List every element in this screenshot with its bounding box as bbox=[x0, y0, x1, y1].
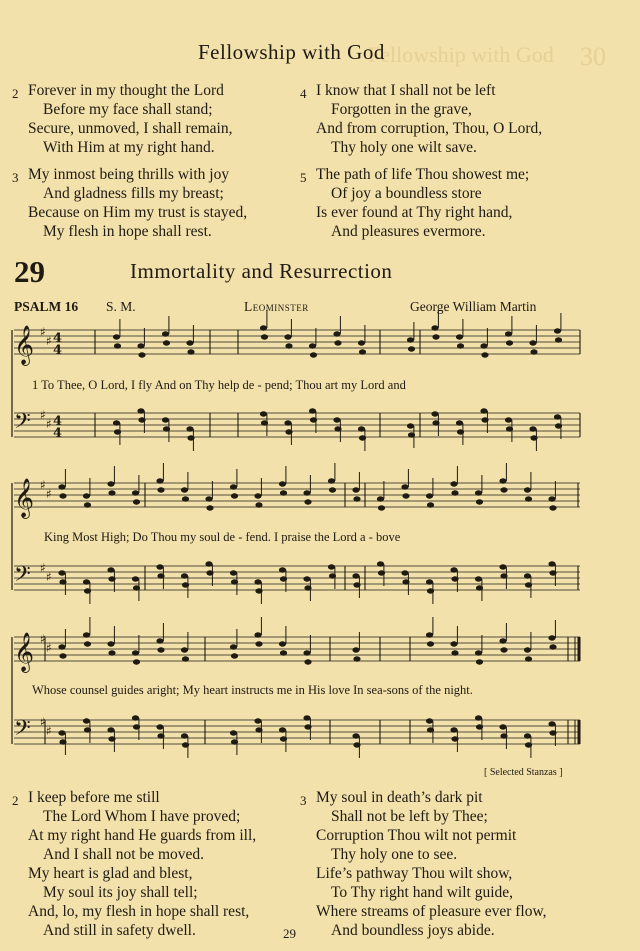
note-head bbox=[529, 340, 536, 345]
sharp-icon: ♯ bbox=[46, 641, 52, 655]
note-head bbox=[450, 727, 457, 732]
note-head bbox=[329, 487, 336, 492]
time-signature: 4 bbox=[53, 331, 63, 346]
note-head bbox=[279, 641, 286, 646]
stanza-number: 3 bbox=[12, 170, 19, 185]
note-head bbox=[525, 656, 532, 661]
note-head bbox=[378, 505, 385, 510]
note-head bbox=[377, 561, 384, 566]
note-head bbox=[524, 733, 531, 738]
note-head bbox=[138, 352, 145, 357]
note-head bbox=[481, 352, 488, 357]
note-head bbox=[431, 325, 438, 330]
stanza-line: I keep before me still bbox=[28, 789, 160, 806]
note-head bbox=[450, 481, 457, 486]
bass-clef-icon: 𝄢 bbox=[14, 409, 31, 439]
note-head bbox=[83, 493, 90, 498]
note-head bbox=[457, 343, 464, 348]
note-head bbox=[205, 496, 212, 501]
note-head bbox=[58, 730, 65, 735]
note-head bbox=[162, 331, 169, 336]
stanza-line: Corruption Thou wilt not permit bbox=[316, 827, 517, 844]
note-head bbox=[182, 496, 189, 501]
note-head bbox=[554, 414, 561, 419]
note-head bbox=[113, 334, 120, 339]
note-head bbox=[530, 349, 537, 354]
note-head bbox=[260, 325, 267, 330]
note-head bbox=[505, 331, 512, 336]
stanza-line: The path of life Thou showest me; bbox=[316, 166, 530, 183]
note-head bbox=[352, 647, 359, 652]
stanza-line: I know that I shall not be left bbox=[316, 82, 496, 99]
note-head bbox=[358, 340, 365, 345]
note-head bbox=[408, 346, 415, 351]
stanza-line: Is ever found at Thy right hand, bbox=[316, 204, 513, 221]
note-head bbox=[303, 650, 310, 655]
note-head bbox=[456, 420, 463, 425]
hymn-number: 29 bbox=[14, 254, 45, 289]
page-number: 29 bbox=[283, 926, 296, 941]
note-head bbox=[84, 502, 91, 507]
note-head bbox=[107, 727, 114, 732]
stanza-number: 5 bbox=[300, 170, 307, 185]
note-head bbox=[525, 496, 532, 501]
stanza-line: Where streams of pleasure ever flow, bbox=[316, 903, 547, 920]
hymn-title: Immortality and Resurrection bbox=[130, 259, 393, 283]
note-head bbox=[114, 343, 121, 348]
note-head bbox=[107, 567, 114, 572]
treble-clef-icon: 𝄞 bbox=[14, 478, 35, 518]
note-head bbox=[279, 727, 286, 732]
note-head bbox=[353, 496, 360, 501]
note-head bbox=[555, 337, 562, 342]
composer-name: George William Martin bbox=[410, 299, 537, 314]
stanza-line: And gladness fills my breast; bbox=[43, 185, 224, 202]
note-head bbox=[432, 334, 439, 339]
note-head bbox=[181, 733, 188, 738]
note-head bbox=[182, 656, 189, 661]
stanza-line: My inmost being thrills with joy bbox=[28, 166, 230, 183]
note-head bbox=[475, 650, 482, 655]
note-head bbox=[480, 343, 487, 348]
stanza-line: The Lord Whom I have proved; bbox=[43, 808, 241, 825]
note-head bbox=[59, 493, 66, 498]
treble-clef-icon: 𝄞 bbox=[14, 325, 35, 365]
note-head bbox=[284, 420, 291, 425]
note-head bbox=[284, 334, 291, 339]
note-head bbox=[309, 408, 316, 413]
stanza-block bbox=[12, 788, 257, 940]
note-head bbox=[309, 343, 316, 348]
note-head bbox=[475, 715, 482, 720]
note-head bbox=[427, 502, 434, 507]
note-head bbox=[352, 487, 359, 492]
note-head bbox=[157, 487, 164, 492]
note-head bbox=[285, 343, 292, 348]
stanza-line: And from corruption, Thou, O Lord, bbox=[316, 120, 543, 137]
stanza-line: Because on Him my trust is stayed, bbox=[28, 204, 248, 221]
note-head bbox=[132, 715, 139, 720]
note-head bbox=[107, 641, 114, 646]
note-head bbox=[157, 647, 164, 652]
note-head bbox=[133, 499, 140, 504]
note-head bbox=[352, 573, 359, 578]
note-head bbox=[358, 426, 365, 431]
lyric-line: Whose counsel guides aright; My heart instructs me in His love In sea-sons of the night. bbox=[32, 683, 473, 697]
note-head bbox=[137, 343, 144, 348]
note-head bbox=[499, 724, 506, 729]
note-head bbox=[548, 721, 555, 726]
note-head bbox=[431, 411, 438, 416]
note-head bbox=[254, 493, 261, 498]
note-head bbox=[260, 411, 267, 416]
note-head bbox=[163, 340, 170, 345]
psalm-reference: PSALM 16 bbox=[14, 299, 79, 314]
note-head bbox=[303, 715, 310, 720]
note-head bbox=[426, 493, 433, 498]
note-head bbox=[377, 496, 384, 501]
note-head bbox=[304, 659, 311, 664]
stanza-line: And still in safety dwell. bbox=[43, 922, 196, 939]
note-head bbox=[427, 641, 434, 646]
note-head bbox=[255, 502, 262, 507]
note-head bbox=[549, 505, 556, 510]
treble-clef-icon: 𝄞 bbox=[14, 632, 35, 672]
note-head bbox=[254, 718, 261, 723]
note-head bbox=[83, 718, 90, 723]
note-head bbox=[58, 484, 65, 489]
note-head bbox=[401, 570, 408, 575]
sharp-icon: ♯ bbox=[40, 561, 46, 575]
stanza-line: Of joy a boundless store bbox=[331, 185, 482, 202]
note-head bbox=[310, 352, 317, 357]
note-head bbox=[255, 641, 262, 646]
stanza-line: To Thy right hand wilt guide, bbox=[331, 884, 514, 901]
stanza-line: My heart is glad and blest, bbox=[28, 865, 193, 882]
note-head bbox=[426, 579, 433, 584]
note-head bbox=[407, 423, 414, 428]
stanza-line: With Him at my right hand. bbox=[43, 139, 215, 156]
note-head bbox=[230, 644, 237, 649]
note-head bbox=[333, 331, 340, 336]
note-head bbox=[333, 417, 340, 422]
sharp-icon: ♯ bbox=[40, 478, 46, 492]
note-head bbox=[132, 650, 139, 655]
note-head bbox=[499, 638, 506, 643]
note-head bbox=[548, 561, 555, 566]
lyric-line: 1 To Thee, O Lord, I fly And on Thy help de - pend; Thou art my Lord and bbox=[32, 378, 406, 392]
stanza-line: My flesh in hope shall rest. bbox=[43, 223, 212, 240]
lyric-line: King Most High; Do Thou my soul de - fend. I praise the Lord a - bove bbox=[44, 530, 401, 544]
note-head bbox=[133, 659, 140, 664]
note-head bbox=[475, 490, 482, 495]
note-head bbox=[407, 337, 414, 342]
selected-stanzas-note: [ Selected Stanzas ] bbox=[484, 767, 563, 778]
note-head bbox=[554, 328, 561, 333]
note-head bbox=[59, 653, 66, 658]
note-head bbox=[132, 576, 139, 581]
note-head bbox=[451, 490, 458, 495]
note-head bbox=[156, 478, 163, 483]
sharp-icon: ♯ bbox=[46, 724, 52, 738]
stanza-line: And boundless joys abide. bbox=[331, 922, 495, 939]
stanza-line: Forever in my thought the Lord bbox=[28, 82, 224, 99]
note-head bbox=[230, 730, 237, 735]
note-head bbox=[303, 576, 310, 581]
stanza-line: Secure, unmoved, I shall remain, bbox=[28, 120, 233, 137]
note-head bbox=[548, 635, 555, 640]
sharp-icon: ♯ bbox=[46, 570, 52, 584]
note-head bbox=[186, 340, 193, 345]
time-signature: 4 bbox=[53, 343, 63, 358]
note-head bbox=[205, 561, 212, 566]
note-head bbox=[156, 638, 163, 643]
note-head bbox=[261, 334, 268, 339]
note-head bbox=[280, 490, 287, 495]
note-head bbox=[83, 632, 90, 637]
note-head bbox=[450, 641, 457, 646]
note-head bbox=[499, 564, 506, 569]
sharp-icon: ♯ bbox=[40, 632, 46, 646]
sharp-icon: ♯ bbox=[40, 408, 46, 422]
note-head bbox=[549, 644, 556, 649]
sharp-icon: ♯ bbox=[40, 325, 46, 339]
time-signature: 4 bbox=[53, 426, 63, 441]
sharp-icon: ♯ bbox=[46, 334, 52, 348]
note-head bbox=[83, 579, 90, 584]
note-head bbox=[181, 647, 188, 652]
note-head bbox=[476, 499, 483, 504]
note-head bbox=[230, 570, 237, 575]
stanza-number: 4 bbox=[300, 86, 307, 101]
stanza-line: Forgotten in the grave, bbox=[331, 101, 472, 118]
note-head bbox=[254, 579, 261, 584]
note-head bbox=[524, 647, 531, 652]
stanza-line: Shall not be left by Thee; bbox=[331, 808, 488, 825]
note-head bbox=[401, 484, 408, 489]
note-head bbox=[137, 408, 144, 413]
note-head bbox=[334, 340, 341, 345]
meter-label: S. M. bbox=[106, 299, 136, 314]
note-head bbox=[505, 417, 512, 422]
stanza-line: And I shall not be moved. bbox=[43, 846, 205, 863]
note-head bbox=[426, 718, 433, 723]
note-head bbox=[254, 632, 261, 637]
note-head bbox=[328, 478, 335, 483]
note-head bbox=[58, 644, 65, 649]
stanza-line: Thy holy one to see. bbox=[331, 846, 458, 863]
note-head bbox=[506, 340, 513, 345]
bass-clef-icon: 𝄢 bbox=[14, 562, 31, 592]
note-head bbox=[450, 567, 457, 572]
prev-hymn-title: Fellowship with God bbox=[198, 40, 385, 64]
note-head bbox=[480, 408, 487, 413]
stanza-line: And pleasures evermore. bbox=[331, 223, 486, 240]
note-head bbox=[156, 564, 163, 569]
stanza-number: 3 bbox=[300, 793, 307, 808]
note-head bbox=[162, 417, 169, 422]
stanza-line: And, lo, my flesh in hope shall rest, bbox=[28, 903, 250, 920]
note-head bbox=[181, 573, 188, 578]
note-head bbox=[230, 484, 237, 489]
note-head bbox=[206, 505, 213, 510]
stanza-line: My soul its joy shall tell; bbox=[43, 884, 198, 901]
note-head bbox=[426, 632, 433, 637]
stanza-line: Before my face shall stand; bbox=[43, 101, 213, 118]
note-head bbox=[84, 641, 91, 646]
note-head bbox=[279, 481, 286, 486]
stanza-line: Thy holy one wilt save. bbox=[331, 139, 477, 156]
note-head bbox=[359, 349, 366, 354]
bass-clef-icon: 𝄢 bbox=[14, 716, 31, 746]
note-head bbox=[113, 420, 120, 425]
note-head bbox=[475, 576, 482, 581]
note-head bbox=[456, 334, 463, 339]
note-head bbox=[231, 653, 238, 658]
note-head bbox=[352, 733, 359, 738]
note-head bbox=[353, 656, 360, 661]
note-head bbox=[280, 650, 287, 655]
note-head bbox=[187, 349, 194, 354]
note-head bbox=[548, 496, 555, 501]
note-head bbox=[58, 570, 65, 575]
note-head bbox=[499, 478, 506, 483]
bleed-through-number: 30 bbox=[580, 42, 606, 71]
note-head bbox=[156, 724, 163, 729]
note-head bbox=[328, 564, 335, 569]
note-head bbox=[279, 567, 286, 572]
tune-name: Leominster bbox=[244, 299, 309, 314]
note-head bbox=[451, 650, 458, 655]
stanza-block bbox=[300, 788, 547, 940]
sharp-icon: ♯ bbox=[46, 487, 52, 501]
note-head bbox=[303, 490, 310, 495]
stanza-line: Life’s pathway Thou wilt show, bbox=[316, 865, 513, 882]
time-signature: 4 bbox=[53, 414, 63, 429]
note-head bbox=[524, 487, 531, 492]
note-head bbox=[500, 487, 507, 492]
note-head bbox=[402, 493, 409, 498]
note-head bbox=[132, 490, 139, 495]
note-head bbox=[231, 493, 238, 498]
note-head bbox=[108, 650, 115, 655]
note-head bbox=[304, 499, 311, 504]
note-head bbox=[186, 426, 193, 431]
stanza-number: 2 bbox=[12, 793, 19, 808]
note-head bbox=[476, 659, 483, 664]
note-head bbox=[500, 647, 507, 652]
stanza-line: At my right hand He guards from ill, bbox=[28, 827, 257, 844]
stanza-number: 2 bbox=[12, 86, 19, 101]
stanza-line: My soul in death’s dark pit bbox=[316, 789, 483, 806]
note-head bbox=[529, 426, 536, 431]
note-head bbox=[107, 481, 114, 486]
sharp-icon: ♯ bbox=[40, 715, 46, 729]
bleed-through-title: Fellowship with God bbox=[368, 42, 554, 67]
sharp-icon: ♯ bbox=[46, 417, 52, 431]
note-head bbox=[524, 573, 531, 578]
note-head bbox=[181, 487, 188, 492]
note-head bbox=[108, 490, 115, 495]
